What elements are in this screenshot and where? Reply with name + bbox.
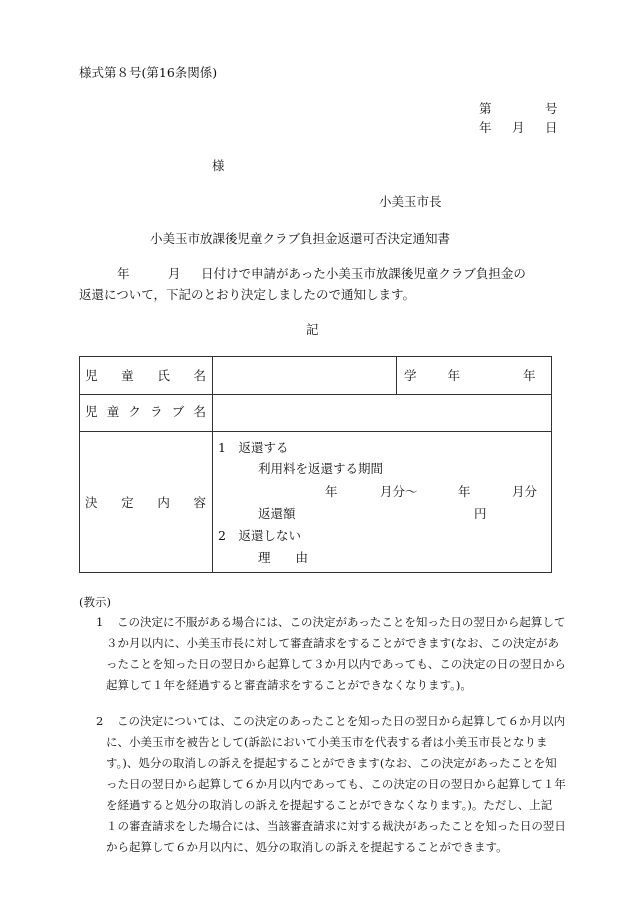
document-title: 小美玉市放課後児童クラブ負担金返還可否決定通知書 <box>150 231 451 246</box>
amount-unit: 円 <box>474 506 487 521</box>
date-day: 日 <box>545 120 558 135</box>
label-char: 学 <box>404 368 417 383</box>
grade-label <box>404 370 460 383</box>
label-char: ク <box>128 404 141 419</box>
date-month: 月 <box>512 120 525 135</box>
table-divider-main <box>212 356 213 573</box>
label-char: 童 <box>106 404 120 419</box>
intro-year: 年 <box>117 266 130 281</box>
note-2-line: に、小美玉市を被告として(訴訟において小美玉市を代表する者は小美玉市長となりま <box>106 735 548 749</box>
label-char: 内 <box>157 495 170 510</box>
label-char: 由 <box>295 550 308 565</box>
option-return: 1 返還する <box>218 440 289 455</box>
period-year-to: 年 <box>458 484 471 499</box>
label-char: ブ <box>171 404 185 419</box>
label-char: 年 <box>447 368 460 383</box>
doc-number-suffix: 号 <box>545 101 558 116</box>
form-label: 様式第８号(第16条関係) <box>79 65 218 80</box>
intro-line1: 日付けで申請があった小美玉市放課後児童クラブ負担金の <box>201 266 526 281</box>
addressee-suffix: 様 <box>212 158 225 173</box>
label-char: 童 <box>121 368 134 383</box>
period-month-to: 月分 <box>512 484 538 499</box>
note-2-line: す。)、処分の取消しの訴えを提起することができます(なお、この決定があったことを知 <box>106 756 557 770</box>
note-2-line: を経過すると処分の取消しの訴えを提起することができなくなります。)。ただし、上記 <box>106 798 553 812</box>
ki-mark: 記 <box>306 322 319 337</box>
child-name-label <box>85 370 206 383</box>
note-1-line: 起算して１年を経過すると審査請求をすることができなくなります。)。 <box>106 678 472 692</box>
label-char: ラ <box>150 404 163 419</box>
notes-heading: (教示) <box>79 595 111 609</box>
label-char: 氏 <box>157 368 170 383</box>
doc-number-prefix: 第 <box>479 101 492 116</box>
label-char: 理 <box>258 550 271 565</box>
intro-line2: 返還について，下記のとおり決定しましたので通知します。 <box>79 287 416 302</box>
note-2-number: 2 <box>96 714 104 728</box>
table-rule-2 <box>79 431 552 432</box>
label-char: 定 <box>121 495 134 510</box>
option-no-return: 2 返還しない <box>218 528 301 543</box>
note-1-number: 1 <box>96 615 104 629</box>
table-divider-grade <box>396 356 397 394</box>
period-year-from: 年 <box>325 484 338 499</box>
club-name-label <box>85 406 206 419</box>
note-2-line: から起算して６か月以内に、処分の取消しの訴えを提起することができます。 <box>106 840 508 854</box>
table-rule-1 <box>79 394 552 395</box>
label-char: 名 <box>193 368 206 383</box>
label-char: 児 <box>85 368 98 383</box>
label-char: 容 <box>193 495 206 510</box>
note-1-line: ３か月以内に、小美玉市長に対して審査請求をすることができます(なお、この決定があ <box>106 636 559 650</box>
note-1-line: この決定に不服がある場合には、この決定があったことを知った日の翌日から起算して <box>117 615 566 629</box>
grade-unit: 年 <box>523 368 536 383</box>
note-2-line: この決定については、この決定のあったことを知った日の翌日から起算して６か月以内 <box>117 714 566 728</box>
return-period-label: 利用料を返還する期間 <box>258 461 384 476</box>
note-2-line: １の審査請求をした場合には、当該審査請求に対する裁決があったことを知った日の翌日 <box>106 819 566 833</box>
label-char: 児 <box>85 404 98 419</box>
date-year: 年 <box>479 120 492 135</box>
return-amount-label: 返還額 <box>258 506 296 521</box>
note-2-line: った日の翌日から起算して６か月以内であっても、この決定の日の翌日から起算して１年 <box>106 777 566 791</box>
period-month-from: 月分～ <box>380 484 418 499</box>
note-1-line: ったことを知った日の翌日から起算して３か月以内であっても、この決定の日の翌日から <box>106 657 566 671</box>
intro-month: 月 <box>168 266 181 281</box>
reason-label <box>258 552 308 565</box>
decision-label <box>85 497 206 510</box>
label-char: 決 <box>85 495 98 510</box>
label-char: 名 <box>193 404 206 419</box>
issuer: 小美玉市長 <box>379 194 442 209</box>
